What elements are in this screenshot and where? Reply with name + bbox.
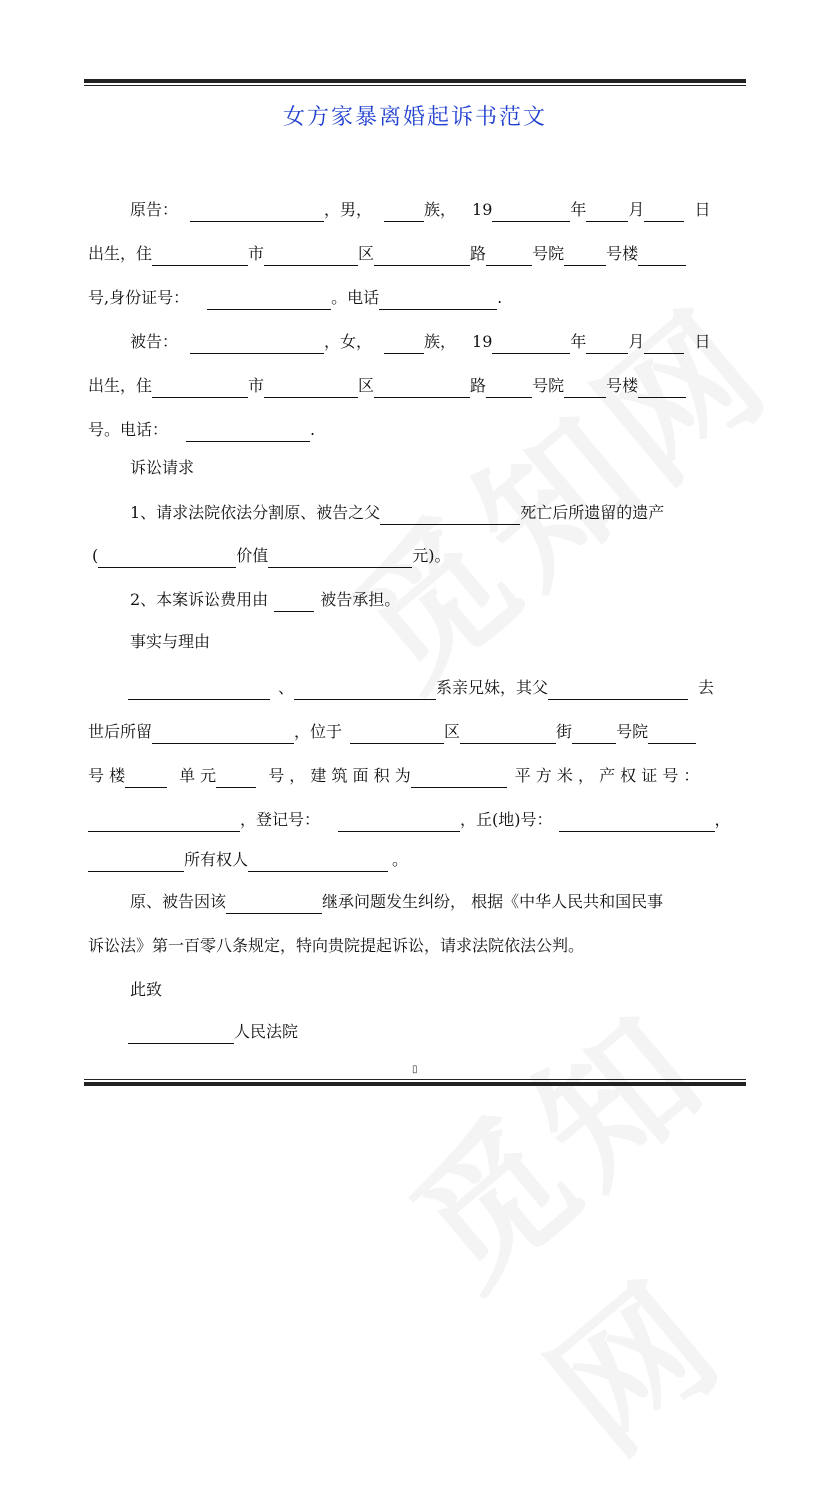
plaintiff-born-live: 出生，住 <box>88 244 153 263</box>
facts-courtyard-blank <box>572 726 616 744</box>
facts-street-blank <box>460 726 556 744</box>
defendant-courtyard: 号院 <box>532 376 565 395</box>
closing-court-blank <box>128 1026 234 1044</box>
defendant-building-blank <box>564 380 606 398</box>
facts-father-blank <box>548 682 688 700</box>
plaintiff-road-blank <box>374 248 470 266</box>
claim-1-text-b: 死亡后所遗留的遗产 <box>520 503 665 522</box>
plaintiff-year-blank <box>492 204 570 222</box>
defendant-line-1 <box>130 330 710 354</box>
defendant-courtyard-blank <box>486 380 532 398</box>
header-rule-thin <box>84 85 746 86</box>
watermark <box>300 251 807 725</box>
facts-line-2 <box>88 720 696 744</box>
closing-court: 人民法院 <box>234 1022 299 1041</box>
facts-property-blank <box>152 726 294 744</box>
document-title: 女方家暴离婚起诉书范文 <box>282 105 547 130</box>
facts-l2-courtyard: 号院 <box>616 722 649 741</box>
defendant-gender: ，女， <box>324 332 373 351</box>
defendant-year-prefix: 19 <box>472 332 493 351</box>
claims-heading: 诉讼请求 <box>130 458 195 477</box>
plaintiff-year: 年 <box>570 200 587 219</box>
plaintiff-id-blank <box>207 292 331 310</box>
plaintiff-line-2 <box>88 242 686 266</box>
defendant-name-blank <box>190 336 324 354</box>
footer-rule-thin <box>84 1079 746 1080</box>
defendant-district: 区 <box>358 376 375 395</box>
defendant-year: 年 <box>570 332 587 351</box>
defendant-city-blank <box>152 380 248 398</box>
plaintiff-ethnicity-blank <box>384 204 424 222</box>
claim-1-estate-blank <box>98 550 236 568</box>
plaintiff-phone-blank <box>379 292 497 310</box>
facts-l2-district: 区 <box>444 722 461 741</box>
claim-1-text-a: 1、请求法院依法分割原、被告之父 <box>130 503 381 522</box>
defendant-end: . <box>310 420 316 439</box>
claim-1-father-blank <box>380 507 520 525</box>
plaintiff-city-blank <box>152 248 248 266</box>
plaintiff-district-blank <box>264 248 358 266</box>
plaintiff-day: 日 <box>694 200 711 219</box>
facts-line-3 <box>88 764 699 788</box>
claim-1-value-blank <box>268 550 412 568</box>
claim-1-line-2 <box>92 544 451 568</box>
facts-l4-lot: ，丘(地)号： <box>460 810 553 829</box>
defendant-phone-label: 号。电话： <box>88 420 169 439</box>
plaintiff-road: 路 <box>470 244 487 263</box>
plaintiff-id-label: 号,身份证号： <box>88 288 190 307</box>
facts-l6-b: 继承问题发生纠纷， 根据《中华人民共和国民事 <box>322 892 664 911</box>
plaintiff-building: 号楼 <box>606 244 639 263</box>
plaintiff-year-prefix: 19 <box>472 200 493 219</box>
defendant-ethnicity: 族， <box>424 332 457 351</box>
plaintiff-ethnicity: 族， <box>424 200 457 219</box>
facts-l6-a: 原、被告因该 <box>130 892 227 911</box>
facts-l2-located: ，位于 <box>294 722 343 741</box>
plaintiff-line-3 <box>88 286 502 310</box>
plaintiff-phone-label: 。电话 <box>331 288 380 307</box>
page-number: ▯ <box>412 1064 418 1075</box>
facts-l4-reg: ，登记号： <box>240 810 321 829</box>
facts-l1-end: 去 <box>698 678 715 697</box>
claim-1-value-label: 价值 <box>236 546 269 565</box>
facts-l3-unit: 单 元 <box>179 766 217 785</box>
facts-lot-blank <box>559 814 715 832</box>
facts-reg-blank <box>338 814 460 832</box>
plaintiff-unit-blank <box>638 248 686 266</box>
facts-area-blank <box>411 770 507 788</box>
facts-cert-blank <box>88 814 240 832</box>
facts-siblings-text: 系亲兄妹，其父 <box>436 678 549 697</box>
plaintiff-line-1 <box>130 198 710 222</box>
claim-2-blank <box>274 594 314 612</box>
facts-l5-end: 。 <box>392 850 409 869</box>
facts-l3-cert: 平 方 米 ， 产 权 证 号 ： <box>514 766 700 785</box>
facts-owner-blank-a <box>88 854 184 872</box>
claim-2 <box>130 588 400 612</box>
facts-owner-blank-b <box>248 854 388 872</box>
facts-l3-building: 号 楼 <box>88 766 126 785</box>
facts-l4-end: ， <box>714 810 731 829</box>
claim-1-line-1 <box>130 501 664 525</box>
facts-line-5 <box>88 848 408 872</box>
defendant-line-3 <box>88 418 315 442</box>
closing-salutation: 此致 <box>130 980 163 999</box>
facts-dispute-blank <box>226 896 322 914</box>
defendant-road-blank <box>374 380 470 398</box>
facts-line-6 <box>130 890 663 914</box>
defendant-road: 路 <box>470 376 487 395</box>
plaintiff-courtyard: 号院 <box>532 244 565 263</box>
facts-l3-area: 号 ， 建 筑 面 积 为 <box>268 766 411 785</box>
facts-l2-a: 世后所留 <box>88 722 153 741</box>
plaintiff-month-blank <box>586 204 628 222</box>
claim-2-text-a: 2、本案诉讼费用由 <box>130 590 269 609</box>
defendant-month-blank <box>586 336 628 354</box>
plaintiff-city: 市 <box>248 244 265 263</box>
defendant-building: 号楼 <box>606 376 639 395</box>
facts-district-blank <box>350 726 444 744</box>
footer-rule-thick <box>84 1082 746 1086</box>
facts-l2-street: 街 <box>556 722 573 741</box>
plaintiff-district: 区 <box>358 244 375 263</box>
facts-separator: 、 <box>278 678 295 697</box>
claim-1-paren: ( <box>92 546 99 565</box>
facts-line-7: 诉讼法》第一百零八条规定，特向贵院提起诉讼，请求法院依法公判。 <box>88 936 585 955</box>
plaintiff-name-blank <box>190 204 324 222</box>
defendant-ethnicity-blank <box>384 336 424 354</box>
facts-line-1 <box>128 676 714 700</box>
defendant-district-blank <box>264 380 358 398</box>
plaintiff-month: 月 <box>628 200 645 219</box>
plaintiff-end: . <box>497 288 503 307</box>
plaintiff-building-blank <box>564 248 606 266</box>
facts-line-4 <box>88 808 731 832</box>
defendant-month: 月 <box>628 332 645 351</box>
defendant-day-blank <box>644 336 684 354</box>
defendant-day: 日 <box>694 332 711 351</box>
defendant-phone-blank <box>186 424 310 442</box>
plaintiff-courtyard-blank <box>486 248 532 266</box>
header-rule-thick <box>84 79 746 83</box>
plaintiff-gender: ，男， <box>324 200 373 219</box>
facts-sibling-a-blank <box>128 682 270 700</box>
defendant-line-2 <box>88 374 686 398</box>
claim-2-text-b: 被告承担。 <box>320 590 401 609</box>
facts-building-blank <box>648 726 696 744</box>
claim-1-currency: 元)。 <box>412 546 451 565</box>
defendant-unit-blank <box>638 380 686 398</box>
defendant-city: 市 <box>248 376 265 395</box>
plaintiff-day-blank <box>644 204 684 222</box>
defendant-label: 被告： <box>130 332 179 351</box>
plaintiff-label: 原告： <box>130 200 179 219</box>
defendant-year-blank <box>492 336 570 354</box>
closing-court-line <box>128 1020 298 1044</box>
defendant-born-live: 出生，住 <box>88 376 153 395</box>
facts-heading: 事实与理由 <box>130 632 211 651</box>
facts-room-blank <box>216 770 256 788</box>
facts-l5-owner: 所有权人 <box>184 850 249 869</box>
facts-sibling-b-blank <box>294 682 436 700</box>
facts-unit-blank <box>125 770 167 788</box>
